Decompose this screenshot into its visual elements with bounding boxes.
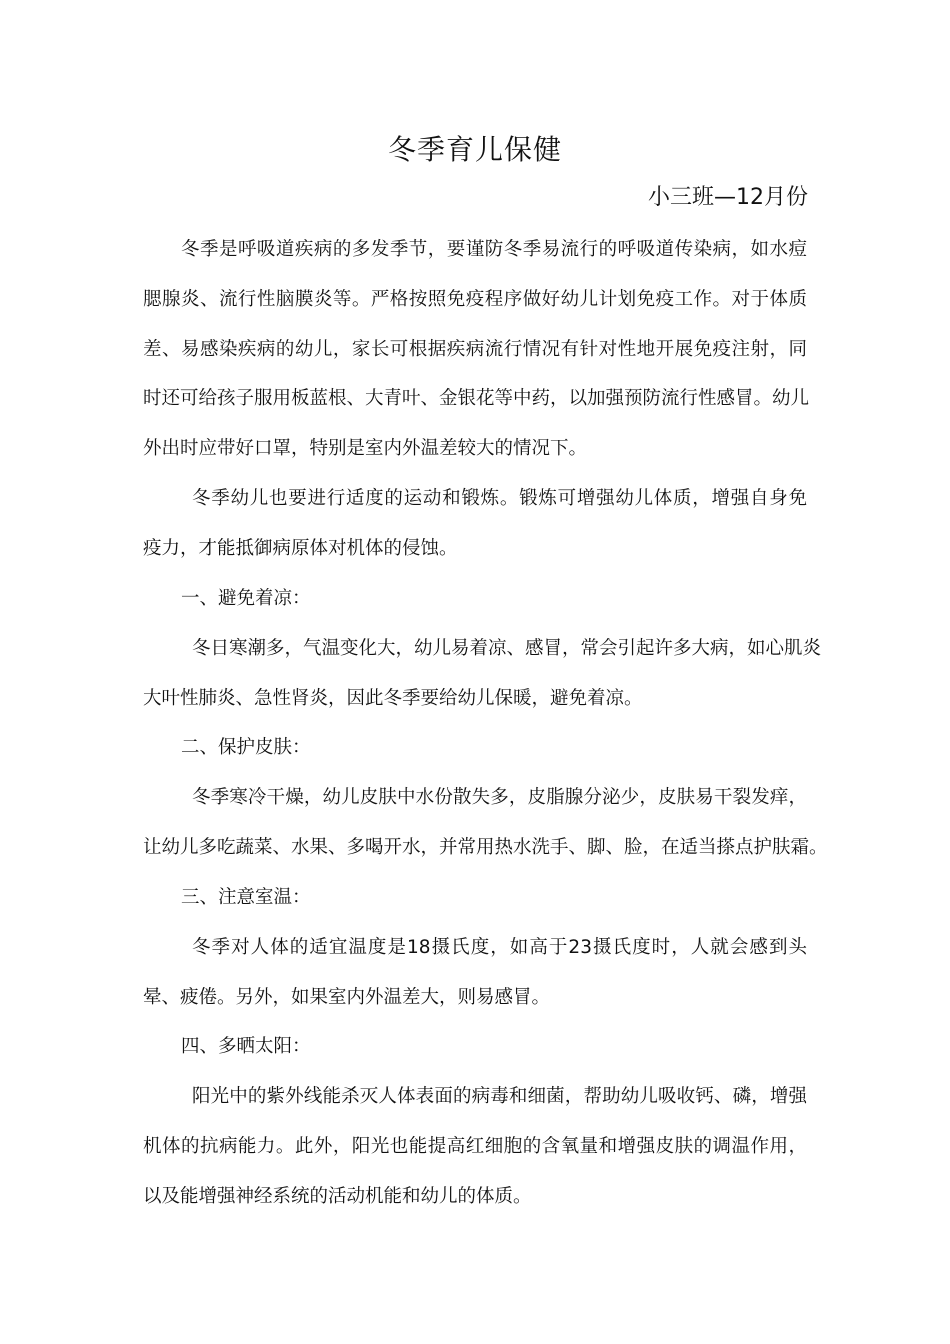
- section-heading: 三、注意室温：: [181, 887, 311, 908]
- text-line: 冬日寒潮多，气温变化大，幼儿易着凉、感冒，常会引起许多大病，如心肌炎: [192, 638, 822, 659]
- text-line: 腮腺炎、流行性脑膜炎等。严格按照免疫程序做好幼儿计划免疫工作。对于体质: [143, 289, 807, 310]
- text-line: 机体的抗病能力。此外，阳光也能提高红细胞的含氧量和增强皮肤的调温作用，: [143, 1136, 807, 1157]
- document-subtitle: 小三班—12月份: [648, 185, 808, 210]
- text-line: 冬季寒冷干燥，幼儿皮肤中水份散失多，皮脂腺分泌少，皮肤易干裂发痒，: [192, 787, 807, 808]
- text-line: 时还可给孩子服用板蓝根、大青叶、金银花等中药，以加强预防流行性感冒。幼儿: [143, 388, 810, 409]
- section-heading: 二、保护皮肤：: [181, 737, 311, 758]
- section-heading: 四、多晒太阳：: [181, 1036, 311, 1057]
- section-heading: 一、避免着凉：: [181, 588, 311, 609]
- text-line: 冬季是呼吸道疾病的多发季节，要谨防冬季易流行的呼吸道传染病，如水痘: [181, 239, 807, 260]
- text-line: 阳光中的紫外线能杀灭人体表面的病毒和细菌，帮助幼儿吸收钙、磷，增强: [192, 1086, 807, 1107]
- text-line: 晕、疲倦。另外，如果室内外温差大，则易感冒。: [143, 987, 551, 1008]
- document-title: 冬季育儿保健: [387, 133, 562, 166]
- text-line: 大叶性肺炎、急性肾炎，因此冬季要给幼儿保暖，避免着凉。: [143, 688, 643, 709]
- text-line: 疫力，才能抵御病原体对机体的侵蚀。: [143, 538, 458, 559]
- text-line: 冬季幼儿也要进行适度的运动和锻炼。锻炼可增强幼儿体质，增强自身免: [192, 488, 807, 509]
- text-line: 冬季对人体的适宜温度是18摄氏度，如高于23摄氏度时，人就会感到头: [192, 937, 807, 958]
- text-line: 以及能增强神经系统的活动机能和幼儿的体质。: [143, 1186, 532, 1207]
- text-line: 差、易感染疾病的幼儿，家长可根据疾病流行情况有针对性地开展免疫注射，同: [143, 339, 807, 360]
- text-line: 让幼儿多吃蔬菜、水果、多喝开水，并常用热水洗手、脚、脸，在适当搽点护肤霜。: [143, 837, 828, 858]
- text-line: 外出时应带好口罩，特别是室内外温差较大的情况下。: [143, 438, 588, 459]
